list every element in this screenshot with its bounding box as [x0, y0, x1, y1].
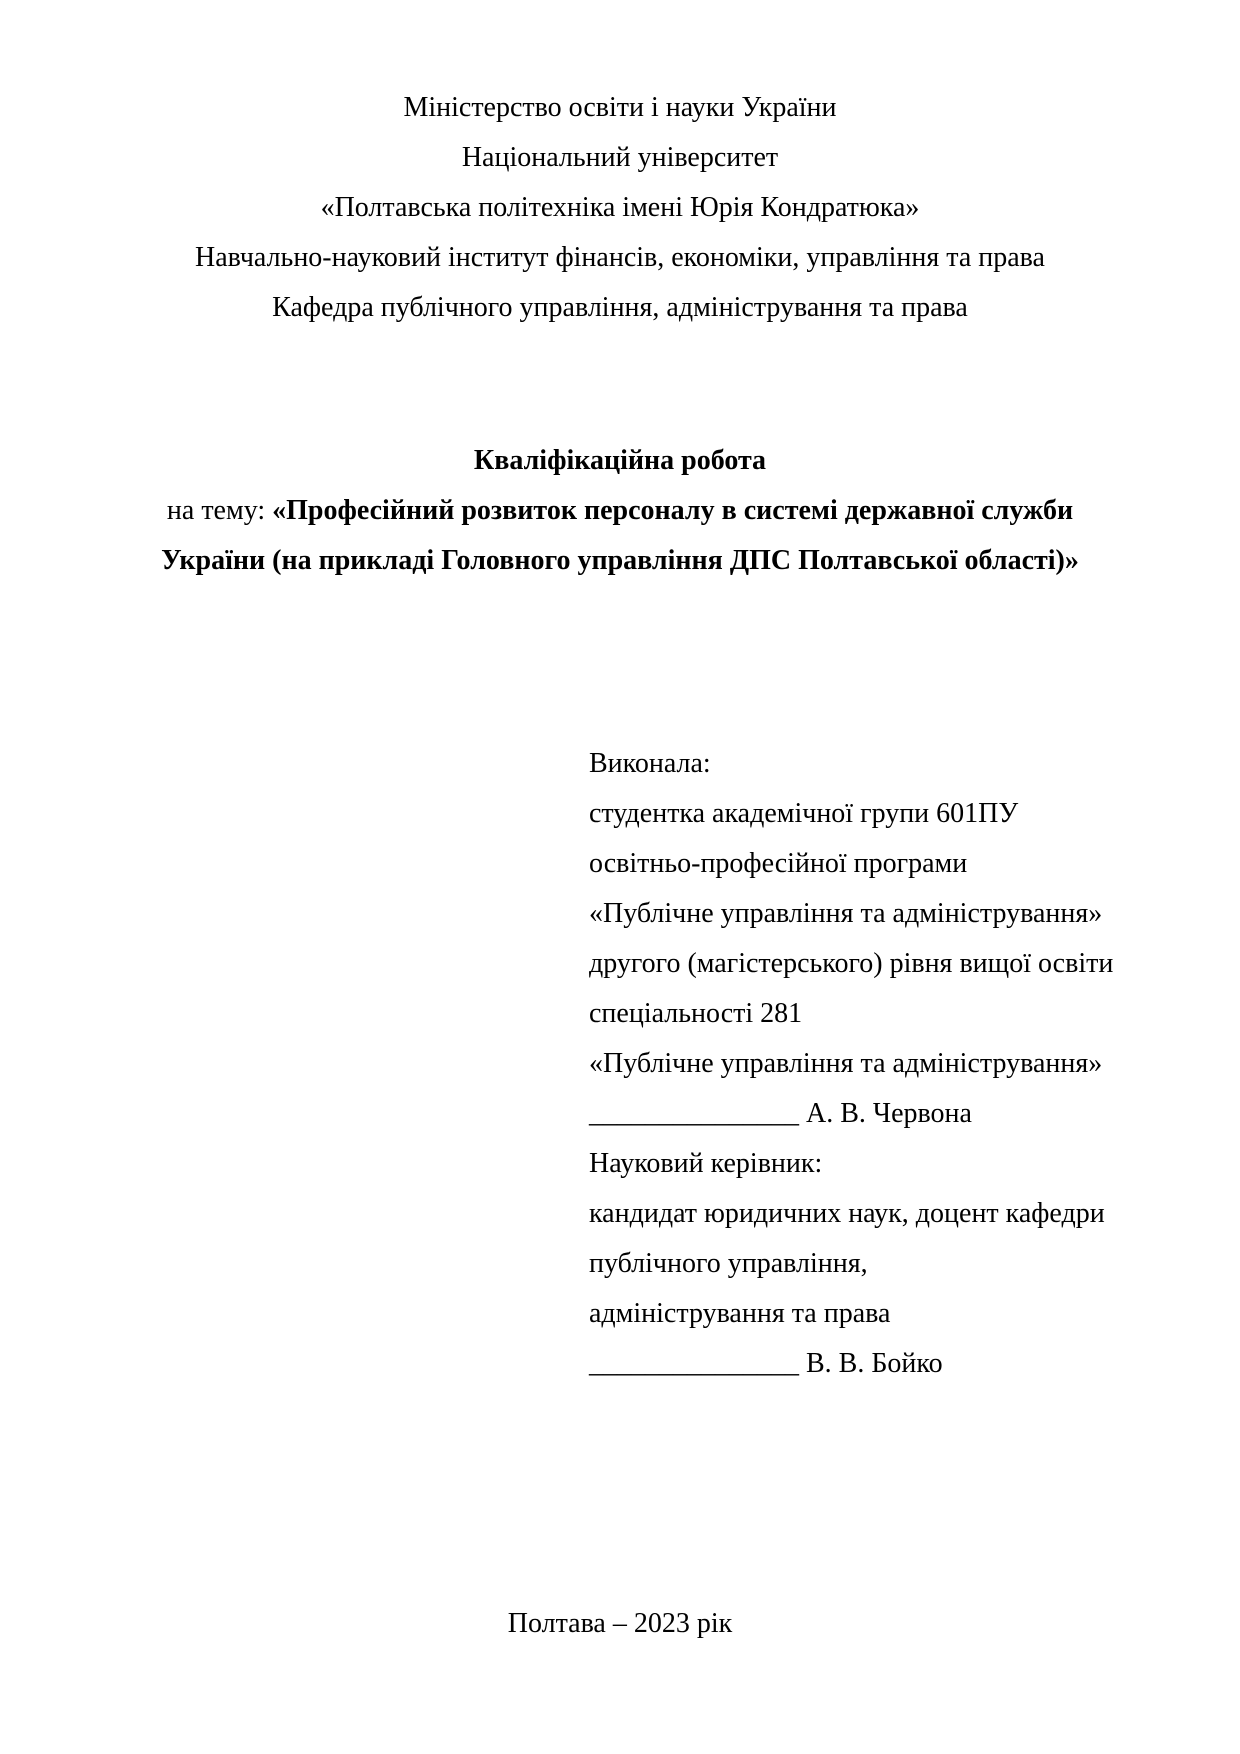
footer: [0, 1599, 1240, 1649]
university-name-line: «Полтавська політехніка імені Юрія Кондратюка»: [320, 192, 920, 223]
supervisor-label: Науковий керівник:: [589, 1148, 823, 1179]
program-type: освітньо-професійної програми: [589, 848, 968, 879]
topic-line-1: [0, 486, 1240, 536]
student-group: студентка академічної групи 601ПУ: [589, 798, 1019, 829]
student-signature: _______________ А. В. Червона: [589, 1098, 972, 1129]
institute-line: Навчально-науковий інститут фінансів, економіки, управління та права: [195, 242, 1045, 273]
supervisor-signature: _______________ В. В. Бойко: [589, 1348, 943, 1379]
city-year: Полтава – 2023 рік: [507, 1608, 733, 1639]
author-supervisor-block: [589, 739, 1113, 1389]
performed-by-label: Виконала:: [589, 748, 711, 779]
program-name: «Публічне управління та адміністрування»: [589, 898, 1103, 929]
work-type-heading: Кваліфікаційна робота: [473, 445, 767, 476]
specialty-code: спеціальності 281: [589, 998, 803, 1029]
title-block: [0, 436, 1240, 586]
ministry-line: Міністерство освіти і науки України: [403, 92, 837, 123]
topic-prefix: на тему:: [166, 495, 273, 526]
institution-header: [0, 83, 1240, 333]
university-line: Національний університет: [461, 142, 779, 173]
specialty-name: «Публічне управління та адміністрування»: [589, 1048, 1103, 1079]
topic-line-2: України (на прикладі Головного управління ДПС Полтавської області)»: [161, 545, 1079, 576]
supervisor-degree: кандидат юридичних наук, доцент кафедри: [589, 1198, 1105, 1229]
supervisor-department-2: адміністрування та права: [589, 1298, 891, 1329]
education-level: другого (магістерського) рівня вищої освіти: [589, 948, 1114, 979]
supervisor-department-1: публічного управління,: [589, 1248, 868, 1279]
topic-text-1: «Професійний розвиток персоналу в системі державної служби: [272, 495, 1074, 526]
department-line: Кафедра публічного управління, адміністрування та права: [272, 292, 968, 323]
